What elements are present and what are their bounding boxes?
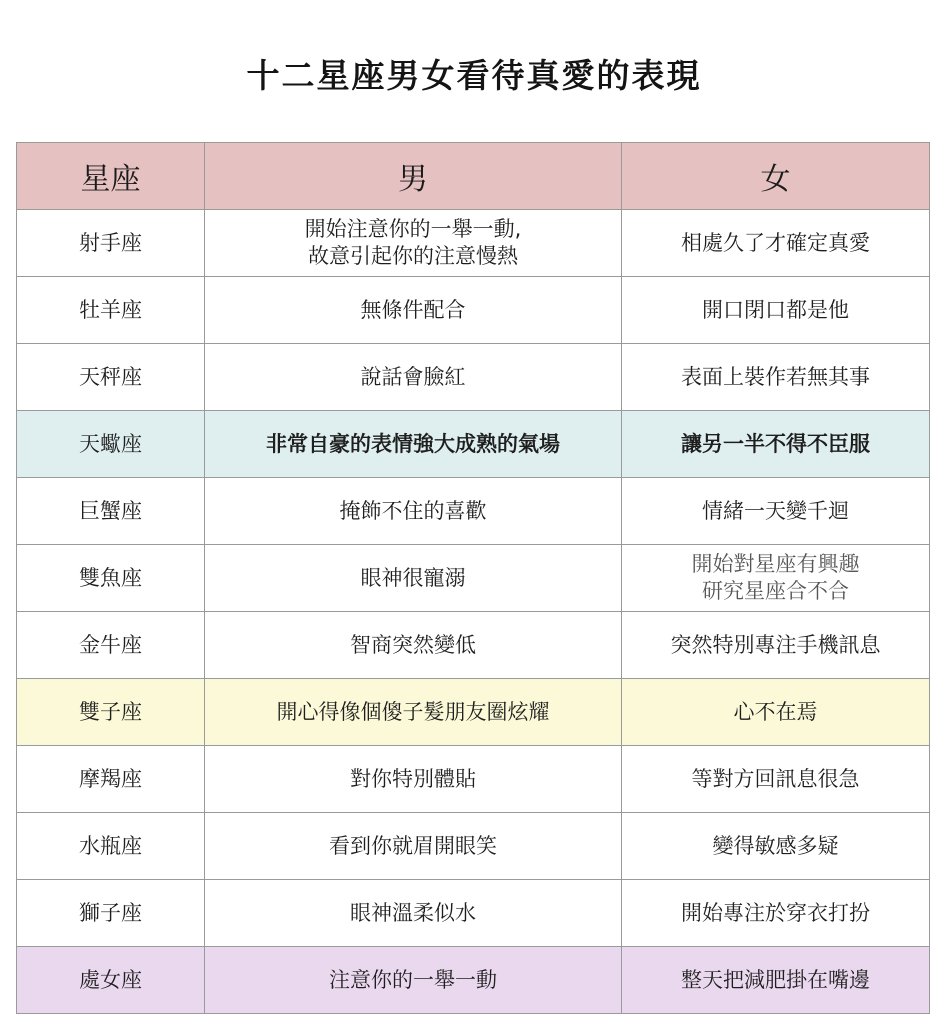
table-row [17,746,930,813]
male-cell [205,880,622,947]
cell-line: 無條件配合 [360,297,466,322]
sign-cell: 牡羊座 [17,277,205,344]
sign-cell: 天蠍座 [17,411,205,478]
cell-line: 看到你就眉開眼笑 [329,833,497,858]
table-row [17,947,930,1014]
male-cell [205,210,622,277]
table-row [17,813,930,880]
male-cell [205,277,622,344]
cell-line: 開心得像個傻子髮朋友圈炫耀 [276,699,550,724]
sign-cell: 射手座 [17,210,205,277]
cell-line: 掩飾不住的喜歡 [339,498,487,523]
cell-line: 心不在焉 [733,699,818,724]
cell-line: 變得敏感多疑 [712,833,839,858]
male-cell [205,545,622,612]
sign-cell: 雙子座 [17,679,205,746]
sign-cell: 水瓶座 [17,813,205,880]
cell-line: 情緒一天變千迴 [702,498,849,523]
male-cell [205,679,622,746]
table-row [17,210,930,277]
female-cell [622,947,930,1014]
sign-cell: 獅子座 [17,880,205,947]
female-cell [622,478,930,545]
sign-cell: 摩羯座 [17,746,205,813]
female-cell [622,813,930,880]
cell-line: 眼神溫柔似水 [350,900,476,925]
cell-line: 說話會臉紅 [360,364,466,389]
cell-line: 對你特別體貼 [350,766,476,791]
cell-line: 非常自豪的表情強大成熟的氣場 [266,431,560,456]
cell-line: 注意你的一舉一動 [329,967,497,992]
zodiac-table [16,142,930,1014]
column-header-male: 男 [205,143,622,210]
female-cell [622,612,930,679]
table-header-row [17,143,930,210]
table-row [17,277,930,344]
sign-cell: 處女座 [17,947,205,1014]
male-cell [205,813,622,880]
table-row [17,880,930,947]
cell-line: 眼神很寵溺 [360,565,466,590]
cell-line: 開始注意你的一舉一動, [304,217,522,241]
sign-cell: 金牛座 [17,612,205,679]
female-cell [622,746,930,813]
cell-line: 開始對星座有興趣 [691,552,860,576]
cell-line: 研究星座合不合 [702,579,849,603]
male-cell [205,411,622,478]
table-row [17,478,930,545]
male-cell [205,746,622,813]
page-title: 十二星座男女看待真愛的表現 [246,56,702,95]
cell-line: 突然特別專注手機訊息 [670,632,881,657]
sign-cell: 巨蟹座 [17,478,205,545]
female-cell [622,344,930,411]
female-cell [622,210,930,277]
cell-line: 整天把減肥掛在嘴邊 [681,967,870,992]
male-cell [205,478,622,545]
female-cell [622,411,930,478]
sign-cell: 雙魚座 [17,545,205,612]
female-cell [622,277,930,344]
table-row [17,344,930,411]
cell-line: 表面上裝作若無其事 [681,364,870,389]
column-header-sign: 星座 [17,143,205,210]
table-row [17,679,930,746]
table-row [17,612,930,679]
sign-cell: 天秤座 [17,344,205,411]
cell-line: 智商突然變低 [350,632,476,657]
male-cell [205,612,622,679]
male-cell [205,947,622,1014]
cell-line: 讓另一半不得不臣服 [681,431,870,456]
cell-line: 開口閉口都是他 [702,297,849,322]
cell-line: 相處久了才確定真愛 [681,230,870,255]
table-row [17,411,930,478]
male-cell [205,344,622,411]
female-cell [622,679,930,746]
table-row [17,545,930,612]
female-cell [622,880,930,947]
cell-line: 開始專注於穿衣打扮 [681,900,870,925]
cell-line: 故意引起你的注意慢熱 [308,244,518,268]
female-cell [622,545,930,612]
column-header-female: 女 [622,143,930,210]
cell-line: 等對方回訊息很急 [691,766,860,791]
